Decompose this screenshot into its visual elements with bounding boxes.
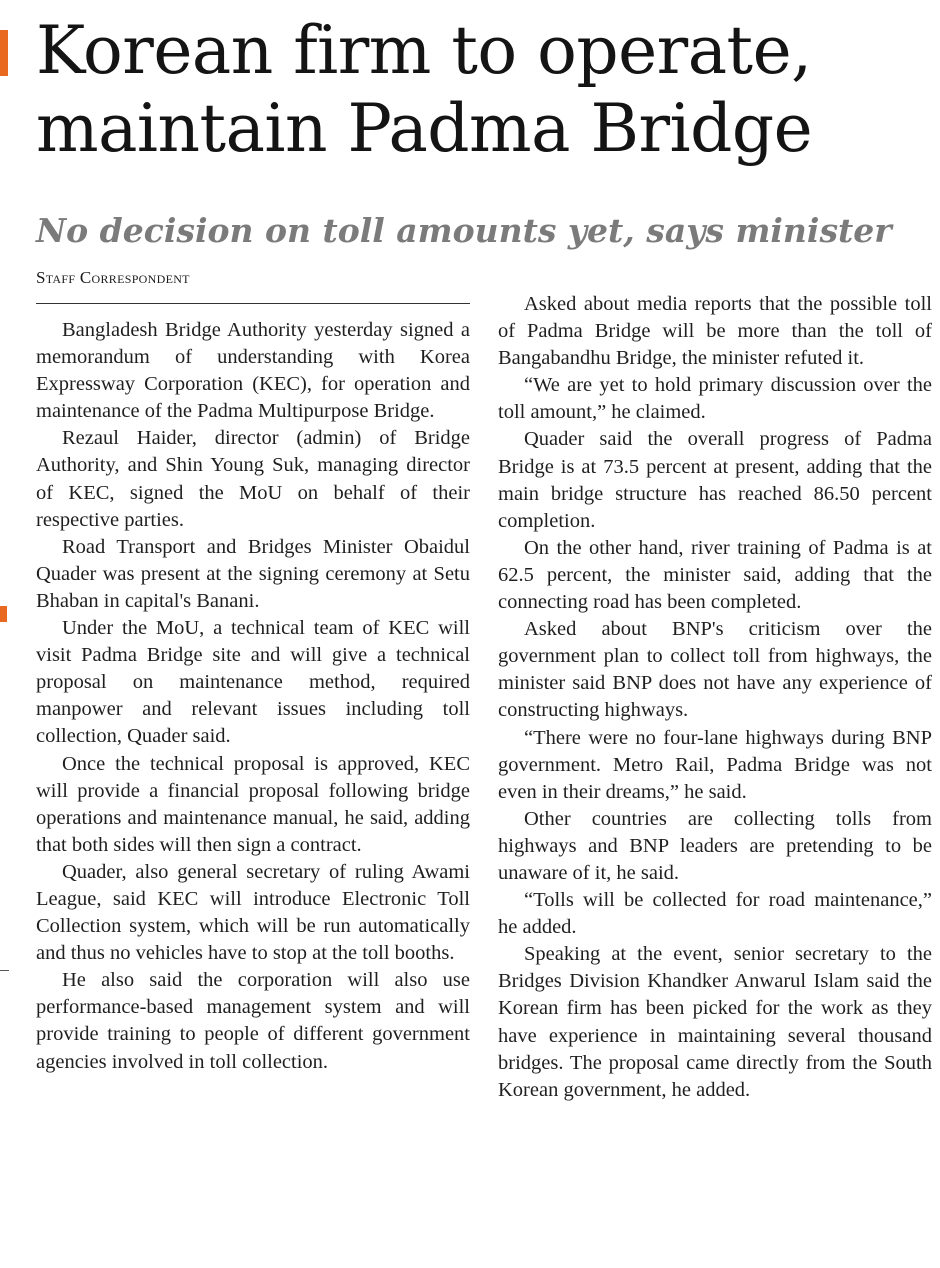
headline-accent-marker: [0, 30, 8, 76]
byline: Staff Correspondent: [36, 268, 190, 287]
right-column: [498, 291, 932, 1104]
headline-line-2: maintain Padma Bridge: [36, 90, 813, 167]
paragraph: Quader said the overall progress of Padma Bridge is at 73.5 percent at present, adding that the main bridge structure has reached 86.50 percent completion.: [498, 428, 932, 532]
byline-divider: [36, 303, 470, 304]
paragraph: “There were no four-lane highways during BNP government. Metro Rail, Padma Bridge was not even in their dreams,” he said.: [498, 726, 932, 803]
headline: [36, 12, 936, 168]
paragraph: Asked about media reports that the possible toll of Padma Bridge will be more than the toll of Bangabandhu Bridge, the minister refuted it.: [498, 293, 932, 370]
paragraph: “Tolls will be collected for road maintenance,” he added.: [498, 889, 932, 939]
paragraph: Speaking at the event, senior secretary to the Bridges Division Khandker Anwarul Islam said the Korean firm has been picked for the work as they have experience in maintaining several thousand bridges. The proposal came directly from the South Korean government, he added.: [498, 943, 932, 1101]
paragraph: Other countries are collecting tolls from highways and BNP leaders are pretending to be unaware of it, he said.: [498, 807, 932, 884]
paragraph: Quader, also general secretary of ruling Awami League, said KEC will introduce Electronic Toll Collection system, which will be run automatically and thus no vehicles have to stop at the toll booths.: [36, 860, 470, 965]
subheadline: No decision on toll amounts yet, says minister: [36, 211, 892, 250]
paragraph: Rezaul Haider, director (admin) of Bridge Authority, and Shin Young Suk, managing director of KEC, signed the MoU on behalf of their respective parties.: [36, 427, 470, 531]
paragraph: Bangladesh Bridge Authority yesterday signed a memorandum of understanding with Korea Expressway Corporation (KEC), for operation and maintenance of the Padma Multipurpose Bridge.: [36, 319, 470, 423]
column-accent-marker: [0, 606, 7, 622]
paragraph: Road Transport and Bridges Minister Obaidul Quader was present at the signing ceremony at Setu Bhaban in capital's Banani.: [36, 535, 470, 612]
paragraph: Once the technical proposal is approved, KEC will provide a financial proposal following bridge operations and maintenance manual, he said, adding that both sides will then sign a contract.: [36, 752, 470, 856]
paragraph: “We are yet to hold primary discussion over the toll amount,” he claimed.: [498, 374, 932, 424]
margin-tick: [0, 970, 9, 971]
paragraph: Under the MoU, a technical team of KEC will visit Padma Bridge site and will give a technical proposal on maintenance method, required manpower and relevant issues including toll collection, Quader said.: [36, 617, 470, 748]
paragraph: He also said the corporation will also use performance-based management system and will provide training to people of different government agencies involved in toll collection.: [36, 969, 470, 1073]
left-column: [36, 317, 470, 1076]
paragraph: Asked about BNP's criticism over the government plan to collect toll from highways, the minister said BNP does not have any experience of constructing highways.: [498, 618, 932, 722]
paragraph: On the other hand, river training of Padma is at 62.5 percent, the minister said, adding that the connecting road has been completed.: [498, 536, 932, 614]
headline-line-1: Korean firm to operate,: [36, 12, 812, 89]
